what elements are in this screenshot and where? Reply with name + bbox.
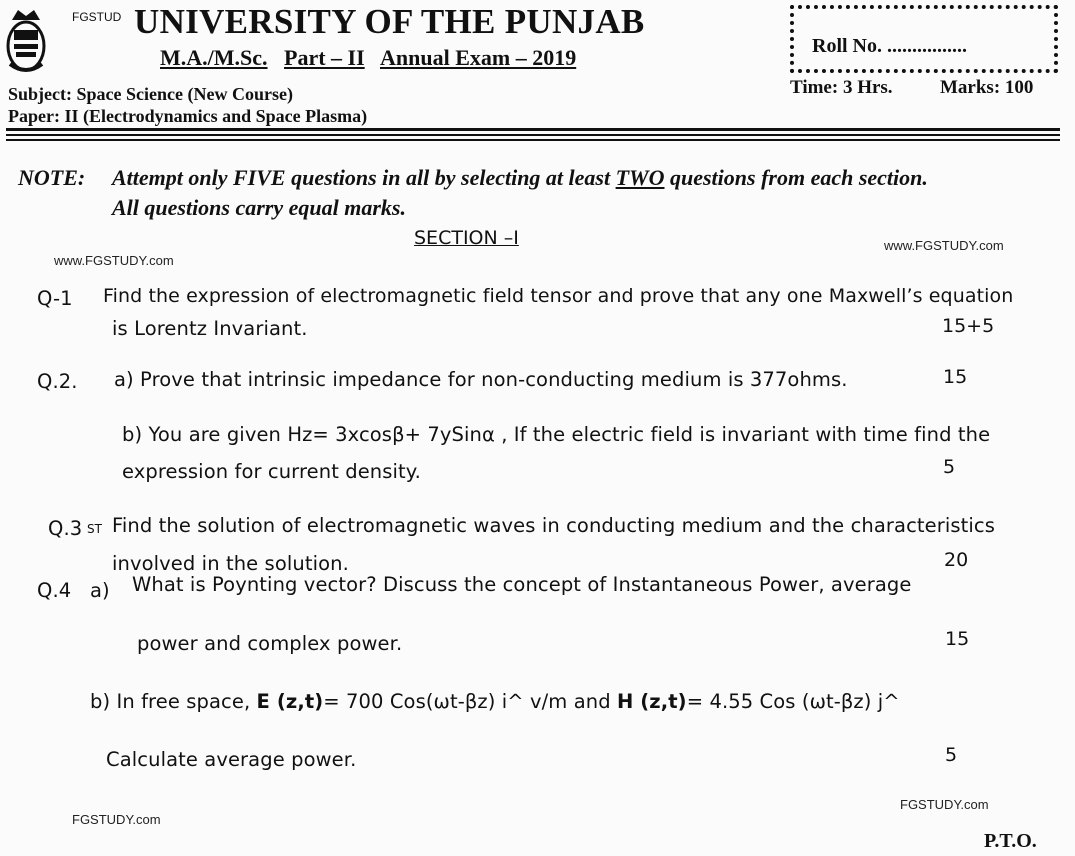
note-line-1-start: Attempt only FIVE questions in all by selecting at least (112, 165, 616, 190)
header-watermark: FGSTUD (72, 10, 122, 24)
header-divider-middle (6, 134, 1060, 136)
question-4b-line-1 (90, 690, 900, 713)
paper-line: Paper: II (Electrodynamics and Space Plasma) (8, 106, 368, 126)
question-3-line-2: involved in the solution. (112, 552, 349, 575)
electric-field-label: E (z,t) (256, 690, 324, 713)
question-4b-line-2: Calculate average power. (106, 748, 357, 771)
please-turn-over: P.T.O. (984, 830, 1037, 852)
question-1-number: Q-1 (37, 287, 73, 310)
part-label: Part – II (284, 45, 365, 70)
question-4-number: Q.4 (37, 579, 72, 602)
question-4a-line-2: power and complex power. (137, 632, 403, 655)
magnetic-field-expression: = 4.55 Cos (ωt-βz) j^ (686, 690, 900, 713)
subject-line: Subject: Space Science (New Course) (8, 84, 293, 104)
watermark-left: www.FGSTUDY.com (54, 253, 174, 268)
question-1-line-2: is Lorentz Invariant. (112, 317, 308, 340)
question-2a-text: a) Prove that intrinsic impedance for non-conducting medium is 377ohms. (114, 368, 848, 391)
degree-label: M.A./M.Sc. (160, 45, 268, 70)
question-1-marks: 15+5 (942, 315, 995, 337)
total-marks: Marks: 100 (940, 77, 1034, 98)
electric-field-expression: = 700 Cos(ωt-βz) i^ v/m and (323, 690, 617, 713)
question-2b-line-1: b) You are given Hz= 3xcosβ+ 7ySinα , If the electric field is invariant with time find the (122, 423, 991, 446)
question-3-line-1: Find the solution of electromagnetic waves in conducting medium and the characteristics (112, 514, 995, 537)
header-divider-top (6, 128, 1060, 131)
magnetic-field-label: H (z,t) (616, 690, 687, 713)
question-2b-line-2: expression for current density. (122, 460, 421, 483)
question-2-number: Q.2. (37, 370, 78, 393)
note-label: NOTE: (18, 165, 86, 190)
question-4b-marks: 5 (945, 744, 958, 766)
note-line-1 (112, 165, 928, 191)
question-3-number: Q.3 (48, 517, 83, 540)
university-title: UNIVERSITY OF THE PUNJAB (134, 2, 645, 41)
time-allowed: Time: 3 Hrs. (790, 77, 893, 98)
header-divider-bottom (6, 139, 1060, 141)
exam-line (160, 45, 576, 71)
question-1-line-1: Find the expression of electromagnetic field tensor and prove that any one Maxwell’s equation (103, 285, 1014, 307)
section-heading: SECTION –I (414, 227, 519, 249)
watermark-right: www.FGSTUDY.com (884, 238, 1004, 253)
question-2a-marks: 15 (943, 366, 968, 388)
question-3-marks: 20 (944, 549, 969, 571)
note-emphasis: TWO (615, 165, 665, 190)
exam-year-label: Annual Exam – 2019 (379, 45, 577, 70)
note-line-2: All questions carry equal marks. (112, 195, 406, 220)
question-4b-intro: b) In free space, (90, 690, 257, 713)
question-3-stray-mark: ST (87, 522, 102, 536)
watermark-bottom-right: FGSTUDY.com (900, 797, 989, 812)
roll-number-field: Roll No. ................ (812, 35, 967, 57)
question-2b-marks: 5 (943, 456, 956, 478)
question-4a-label: a) (90, 579, 110, 602)
question-4a-marks: 15 (945, 628, 970, 650)
watermark-bottom-left: FGSTUDY.com (72, 812, 161, 827)
note-line-1-end: questions from each section. (664, 165, 928, 190)
question-4a-line-1: What is Poynting vector? Discuss the concept of Instantaneous Power, average (132, 573, 912, 596)
university-crest-logo (4, 6, 48, 76)
